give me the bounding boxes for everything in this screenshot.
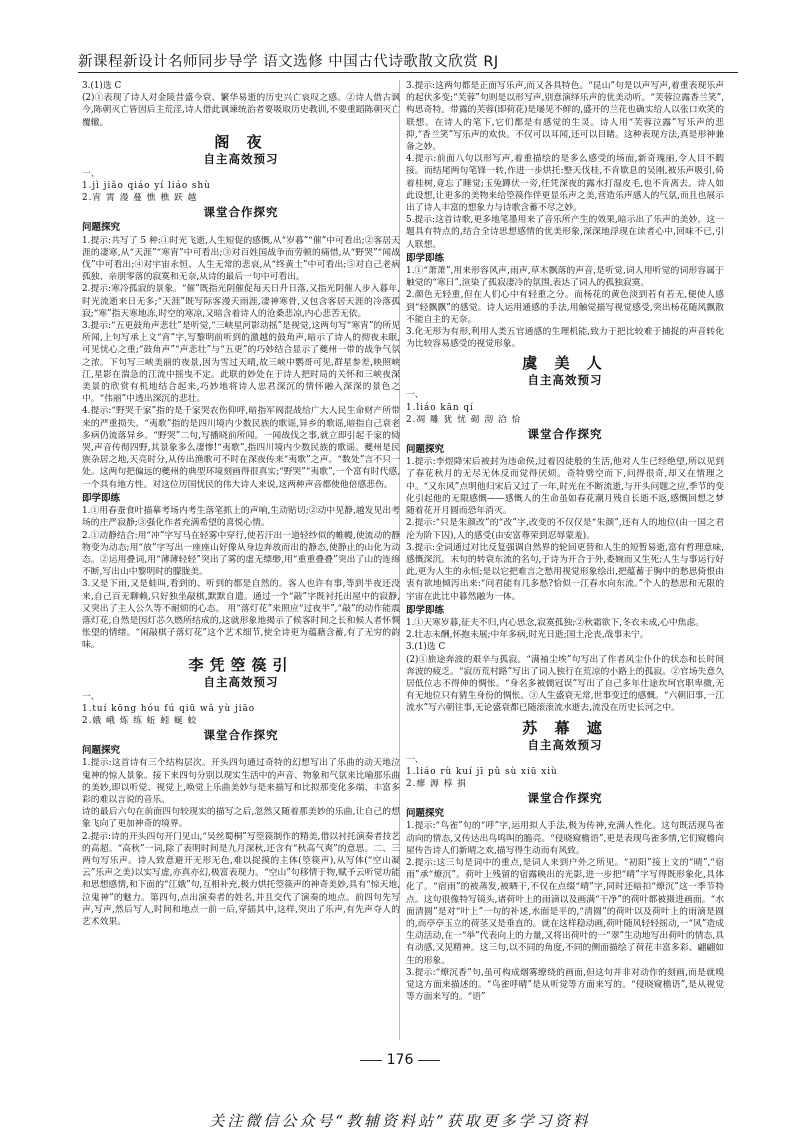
pinyin-line: 1.liáo rù kuí jī pǔ sù xiū xiù bbox=[406, 766, 558, 777]
section-label-practice: 即学即练 bbox=[406, 604, 445, 616]
practice-paragraph: 1.①“萧萧”,用来形容风声,雨声,草木飘落的声音,是听觉,词人用听觉的词形容属于触觉的“寒日”,渲染了孤寂凄冷的氛围,表达了词人的孤独寂寞。 bbox=[406, 266, 724, 289]
section-label-practice: 即学即练 bbox=[406, 252, 445, 264]
answer-paragraph: 1.提示:共写了 5 种:①时光飞逝,人生短促的感慨,从“岁暮”“催”中可看出;②客居天涯的凄寒,从“天涯”“寒宵”中可看出;③对百姓国战争而劳顿的痛惜,从“野哭”“闻战伐”中可看出;④对宇宙永恒、人生无常的悲哀,从“终黄土”中可看出;⑤对自己老病孤独、亲朋零落的寂寞和无奈,从诗的最后一句中可看出。 bbox=[82, 235, 400, 283]
subheading-explore: 课堂合作探究 bbox=[527, 791, 603, 806]
section-label-questions: 问题探究 bbox=[82, 222, 121, 234]
answer-paragraph: 3.提示:这两句都是正面写乐声,而又各具特色。“昆山”句是以声写声,着重表现乐声的起伏多变;“芙蓉”句则是以形写声,别意演绎乐声的优美动听。“芙蓉泣露香兰笑”,构思奇特。带露的芙蓉(即荷花)是屡见不鲜的,盛开的兰花也确实给人以张口欢笑的联想。在诗人的笔下,它们都是有感觉的生灵。诗人用“芙蓉泣露”写乐声的悲抑,“香兰笑”写乐声的欢快。不仅可以耳闻,还可以目睹。这种表现方法,真是形神兼备之妙。 bbox=[406, 81, 724, 153]
answer-paragraph: 5.提示:这首诗歌,更多地笔墨用来了音乐所产生的效果,暗示出了乐声的美妙。这一题具有特点的,结合全诗思想感情的优美形象,深深地浮现在读者心中,回味不已,引人联想。 bbox=[406, 215, 724, 250]
practice-paragraph: 1.①用春蚕食叶描摹考场内考生落笔抓上的声响,生动贴切;②动中见静,越发见出考场的庄严寂静;③强化作者充满希望的喜悦心情。 bbox=[82, 506, 400, 529]
subheading-preview: 自主高效预习 bbox=[527, 373, 603, 388]
pinyin-line: 1.liáo kān qí bbox=[406, 402, 474, 413]
section-label-questions: 问题探究 bbox=[406, 444, 445, 456]
answer-paragraph: 3.提示:“燎沉香”句,虽可构成烟雾缭绕的画面,但这句并非对动作的刻画,而是就嗅觉这方面来描述的。“鸟雀呼晴”是从听觉等方面来写的。“侵晓窥檐语”,是从视觉等方面来写的。“语” bbox=[406, 967, 724, 1003]
subheading-preview: 自主高效预习 bbox=[527, 737, 603, 752]
subheading-explore: 课堂合作探究 bbox=[527, 427, 603, 442]
intro-line-2: (2)①表现了诗人对金陵昔盛今衰、繁华易逝的历史兴亡哀叹之感。②诗人借古讽今,陈朝灭亡皆因后主荒淫,诗人借此讽谏统治者要吸取历史教训,不要重蹈陈朝灭亡覆辙。 bbox=[82, 93, 400, 128]
section-title-lipingkonghou: 李凭箜篌引 bbox=[188, 655, 294, 674]
practice-paragraph: (2)①旅途奔波的艰辛与孤寂。“满袖尘埃”句写出了作者风尘仆仆的状态和长时间奔波的疲乏。“寂历荒村路”写出了词人独行在荒凉的小路上的孤寂。②官场失意久居低位志不得伸的惆怅。“身名多被儒冠误”写出了自己多年仕途坎坷官职卑微,无有无地位只有猜生身份的惆怅。③人生盛衰无常,世事变迁的感慨。“六朝旧事,一江流水”写六朝往事,无论盛衰都已随滚滚流水逝去,流没在历史长河之中。 bbox=[406, 654, 724, 714]
subheading-explore: 课堂合作探究 bbox=[203, 205, 279, 220]
answer-paragraph: 2.提示:“只是朱颜改”的“改”字,改变的不仅仅是“朱颜”,还有人的地位(由一国之君沦为阶下囚),人的感受(由安富尊荣到忍辱蒙羞)。 bbox=[406, 518, 724, 541]
footer-note: 关注微信公众号“教辅资料站”获取更多学习资料 bbox=[209, 1112, 591, 1130]
answer-paragraph: 2.提示:诗的开头四句开门见山,“吴丝蜀桐”写箜篌制作的精美,借以衬托演奏者技艺的高超。“高秋”一词,除了表明时间是九月深秋,还含有“秋高气爽”的意思。二、三两句写乐声。诗人致意避开无形无色,难以捉摸的主体(箜篌声),从写体(“空山凝云”乐声之美)以实写虚,亦真亦幻,极富表现力。“空山”句移情于物,赋予云听觉功能和思想感情,和下面的“江娥”句,互相补充,极力烘托箜篌声的神奇美妙,具有“惊天地,泣鬼神”的魅力。第四句,点出演奏者的姓名,并且交代了演奏的地点。前四句先写声,写声,然后写人,时间和地点一前一后,穿插其中,这样,突出了乐声,有先声夺人的艺术效果。 bbox=[82, 831, 400, 927]
list-marker: 一、 bbox=[406, 754, 424, 765]
section-label-questions: 问题探究 bbox=[82, 745, 121, 757]
list-marker: 一、 bbox=[406, 390, 424, 401]
chars-line: 2.娥 峨 炼 练 蚯 蚓 蜒 蛟 bbox=[82, 715, 198, 726]
chars-line: 2.瘳 溽 椁 捐 bbox=[406, 778, 467, 789]
answer-paragraph: 4.提示:“野哭千家”指的是千家哭农伤仰呼,暗指军阀混战给广大人民生命财产所带来的严重损失。“夷歌”指的是四川境内少数民族的歌谣,异乡的歌谣,暗指自己衰老多病仍流落异乡。“野哭”二句,写播晓前所闻。一闻战伐之事,就立即引起千家的恸哭,声音传彻四野,其景象多么凄惨!“夷歌”,指四川境内少数民族的歌谣。夔州是民族杂居之地,天亮时分,从传出渔歌可不时在深夜传来“夷歌”之声。“数处”言不只一处。这两句把偏远的夔州的典型环境刻画得很真实;“野哭”“夷歌”,一个富有时代感,一个具有地方性。对这位历国忧民的伟大诗人来说,这两种声音都使他倍感悲伤。 bbox=[82, 406, 400, 490]
answer-paragraph: 2.提示:寒冷孤寂的景象。“催”既指光阴催促每天日升日落,又指光阴催人步入暮年,时光流逝来日无多;“天涯”既写际客漫天雨涯,凄神寒骨,又包含客居天涯的冷落孤寂;“寒”指天寒地冻,时空的寒凉,又暗含着诗人的沧桑悲凉,内心悲苦无依。 bbox=[82, 284, 400, 319]
practice-paragraph: 2.①动静结合:用“冲”字写马在轻雾中穿行,使若汗出一道轻纱似的帷幔,使流动的静物变为动态;用“放”字写出一座座山好像从身边奔放而出的静态,使静止的山化为动态。②运用叠词,用“薄薄轻轻”突出了雾的虚无缥缈,用“重重叠叠”突出了山的连绵不断,写出山中黎明时的朦胧美。 bbox=[82, 530, 400, 578]
page-number: 176 bbox=[0, 1052, 800, 1068]
left-column bbox=[82, 80, 400, 928]
subheading-preview: 自主高效预习 bbox=[203, 151, 279, 166]
chars-line: 2.宵 霄 漫 蔓 憔 樵 跃 越 bbox=[82, 193, 198, 204]
subheading-explore: 课堂合作探究 bbox=[203, 728, 279, 743]
answer-paragraph: 诗的最后六句在前面四句较现实的描写之后,忽然又随着那美妙的乐曲,让自己的想象飞向了更加神奇的境界。 bbox=[82, 807, 400, 830]
section-title-sumuzhe: 苏 幕 遮 bbox=[522, 718, 608, 737]
answer-paragraph: 3.提示:全词通过对比反复强调自然界的轮回更替和人生的短暂易逝,富有哲理意味,感慨深沉。末句的转衰东流的名句,于诗为开合于外,委婉而又生死;人生与事运行好此,更为人生的永恒;是以它把难言之愁用视觉形象绘出,把蕴蓄于胸中的愁思倚恨由衷有欲地倾泻出来:“问君能有几多愁?恰似一江春水向东流。”个人的愁思和无限的宇宙在此比中暮然融为一体。 bbox=[406, 542, 724, 602]
practice-paragraph: 2.壮志未酬,怀抱未展;中年多病,时光日逝;国土沦丧,战事未宁。 bbox=[406, 630, 649, 641]
practice-paragraph: 1.①天寒岁暮,征夫不归,内心思念,寂寞孤独;②秋霜欲下,冬衣未成,心中焦虑。 bbox=[406, 617, 705, 628]
intro-line-1: 3.(1)选 C bbox=[82, 81, 122, 91]
answer-paragraph: 1.提示:李煜降宋后被封为违命侯,过着囚徒般的生活,他对人生已经绝望,所以见到了春花秋月的无尽无休反而觉得厌烦。奇特劈空而下,问得很奇,却又在情理之中。“又东风”点明他归宋后又过了一年,时光在不断流逝,与开头问题之应,季节的变化引起他的无限感慨——感慨人的生命虽如春花潮月残自长逝不返,感慨回想之梦随着花开月圆而恐年消灭。 bbox=[406, 457, 724, 517]
answer-paragraph: 4.提示:前面八句以形写声,着重描绘的是多么感受的场面,新奇瑰丽,令人目不暇接。而结尾两句笔锋一转,作进一步烘托:整天伐桂,不肯歇息的吴刚,被乐声吸引,倚着桂树,竟忘了睡觉;玉兔蹲伏一旁,任凭深夜的露水打湿皮毛,也不肯离去。诗人如此设想,让更多的美物来给箜篌作伴更显乐声之美,营造乐声感人的气氛,而且也展示出了诗人丰富的想象力与诗歌含蓄不尽之妙。 bbox=[406, 154, 724, 214]
answer-paragraph: 2.提示:这三句是词中的重点,是词人来到户外之所见。“初阳”接上文的“晴”,“宿雨”承“燎沉”。荷叶上残留的宿露映出的光影,进一步把“晴”字写得既形象化,具体化了。“宿雨”的被蒸发,被晒干,不仅在点缀“晴”字,同时还暗扣“燎沉”这一季节特点。这句很像特写镜头,诸荷叶上的雨滴以及画满“干净”的荷叶都被摄进画面。“水面清圆”是对“叶上”一句的补述,水面是平的,“清圆”的荷叶以及荷叶上的雨滴是圆的,而亭亭玉立的荷茎又是垂直的。就在这样稳动画,荷叶随风轻轻摇动,一“风”造成生动活动,在一“举”代表向上的力量,又将出荷叶的一“翠”生动地写出荷叶的情态,具有动感,又见精神。这三句,以不同的角度,不同的侧面描绘了荷花丰富多彩、翩翩如生的形象。 bbox=[406, 857, 724, 966]
answer-paragraph: 1.提示:“鸟雀”句的“呼”字,运用拟人手法,极为传神,充满人性化。这句既活现鸟雀动向的情态,又传达出鸟鸣叫的脆亮。“侵晓窥檐语”,更是表现鸟雀多情,它们窥檐向屋传告诗人们新晴之欢,描写得生动而有风致。 bbox=[406, 821, 724, 856]
subheading-preview: 自主高效预习 bbox=[203, 674, 279, 689]
section-label-questions: 问题探究 bbox=[406, 808, 445, 820]
list-marker: 一、 bbox=[82, 691, 100, 702]
list-marker: 一、 bbox=[82, 168, 100, 179]
section-title-yumeiren: 虞 美 人 bbox=[522, 354, 608, 373]
page-header: 新课程新设计名师同步导学 语文选修 中国古代诗歌散文欣赏 RJ bbox=[78, 50, 738, 73]
pinyin-line: 1.tuí kōng hóu fú qiū wǎ yù jiāo bbox=[82, 703, 256, 714]
chars-line: 2.凋 雕 犹 忧 砌 沏 洽 恰 bbox=[406, 414, 522, 425]
practice-paragraph: 3.又是下雨,又是蛙叫,看到的、听到的都是自然的。客人也许有事,等到半夜还没来,自己百无聊赖,只好独坐敲棋,默默自遣。通过一个“敲”字既衬托出屋中的寂静,又突出了主人公久等不耐烦的心态。 用“落灯花”来照应“过夜半”,“敲”的动作能震落灯花,自然是因灯芯久燃所结成的,这就形象地揭示了候客时间之长和候人者怀惆怅望的情绪。“闲敲棋子落灯花”这个艺术细节,使全诗更为蕴藉含蓄,有了无穷的韵味。 bbox=[82, 579, 400, 651]
pinyin-line: 1.jì jiǎo qiáo yí liáo shù bbox=[82, 181, 211, 192]
section-label-practice: 即学即练 bbox=[82, 492, 121, 504]
section-title-gey: 阁 夜 bbox=[214, 132, 268, 151]
right-column bbox=[406, 80, 724, 1003]
practice-paragraph: 2.颜色无轻重,但在人们心中有轻重之分。而杨花的黄色淡到若有若无,便使人感到“轻飘飘”的感觉。诗人运用通感的手法,用触觉描写视觉感受,突出杨花随风飘散不能自主的无奈。 bbox=[406, 290, 724, 325]
answer-paragraph: 1.提示:这首诗有三个结构层次。开头四句通过奇特的幻想写出了乐曲的动天地泣鬼神的惊人景象。接下来四句分别以现实生活中的声音、物象和气氛来比喻那乐曲的美妙,即以听觉、视觉上,唤觉上乐曲美妙与是来描写和比拟那变化多端、丰富多彩的难以言说的音乐。 bbox=[82, 758, 400, 805]
practice-paragraph: 3.(1)选 C bbox=[406, 642, 446, 653]
practice-paragraph: 3.化无形为有形,利用人类五官通感的生理机能,致力于把比较难于捕捉的声音转化为比较容易感受的视觉形象。 bbox=[406, 327, 724, 350]
answer-paragraph: 3.提示:“五更鼓角声悲壮”是听觉,“三峡星河影动摇”是视觉,这两句写“寒宵”的所见所闻,上句写承上文“宵”字,写黎明前听到的激越的鼓角声,暗示了诗人的彻夜未眠,可见忧心之重;“鼓角声”“声悲壮”与“五更”的巧妙结合显示了夔州一带的战争气氛之浓。下句写三峡美丽的夜景,因为雪过天晴,故三峡中鹦哥可见,群星参差,映照峡江,星影在湍急的江流中摇曳不定。此联的妙处在于诗人把时局的关怀和三峡夜深美景的欣赏有机地结合起来,巧妙地将诗人忠君深沉的情怀融入深深的景色之中。“伟丽”中透出深沉的悲壮。 bbox=[82, 321, 400, 405]
